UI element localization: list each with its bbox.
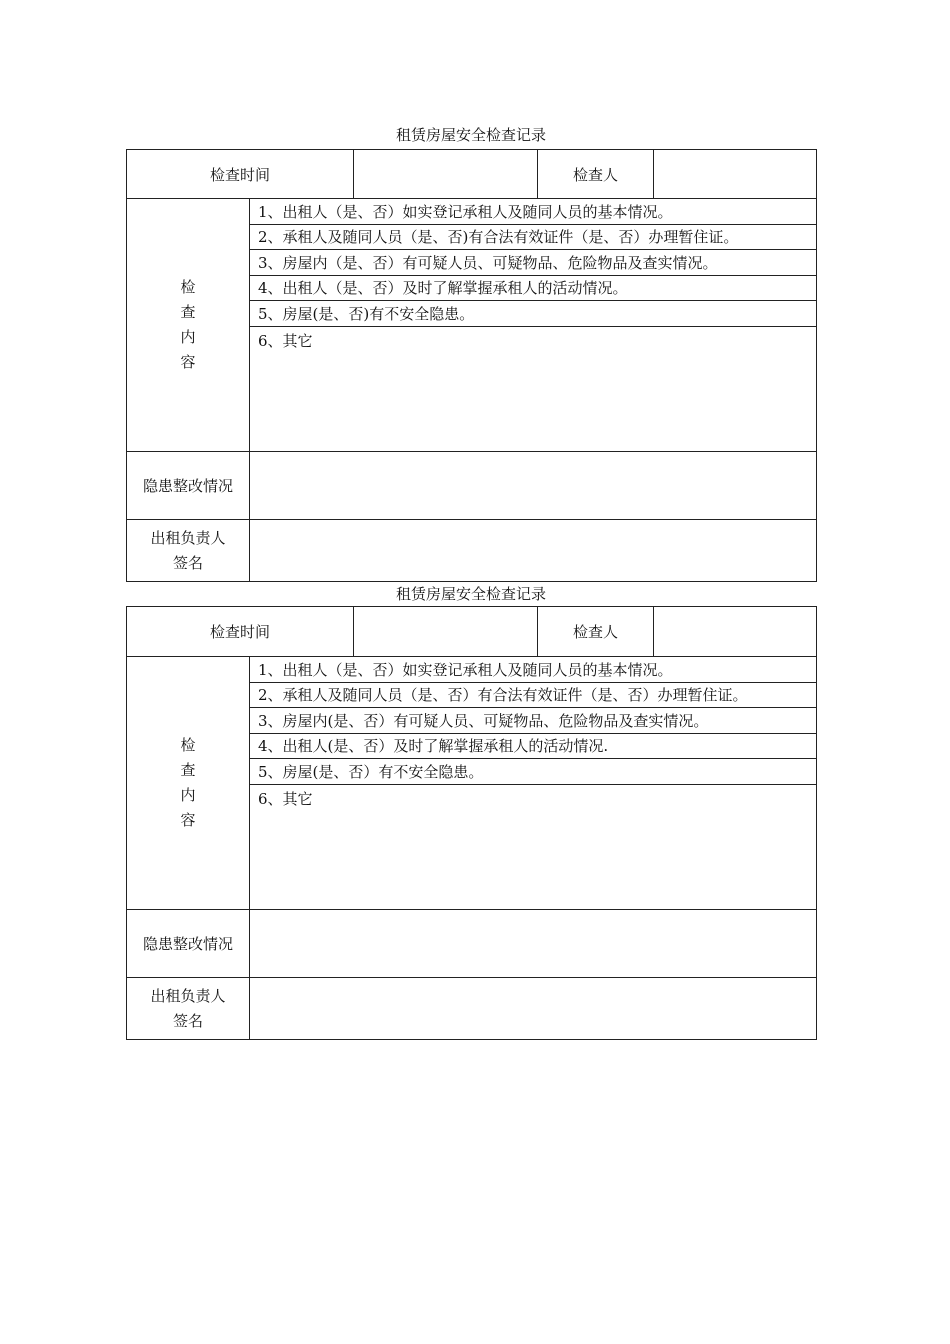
signature-label-cell (127, 520, 250, 582)
signature-label-line1: 出租负责人 (150, 528, 226, 547)
signature-label-line2: 签名 (172, 1011, 203, 1030)
other-field[interactable] (250, 327, 817, 452)
check-item-row (127, 199, 817, 225)
check-item-4: 4、出租人(是、否）及时了解掌握承租人的活动情况. (250, 734, 817, 759)
signature-label-line2: 签名 (172, 553, 203, 572)
inspector-label: 检查人 (538, 150, 654, 199)
header-row (127, 150, 817, 199)
other-label: 6、其它 (258, 790, 313, 808)
inspection-table (126, 149, 817, 582)
other-label: 6、其它 (258, 332, 313, 350)
inspection-time-label: 检查时间 (127, 150, 354, 199)
signature-label-line1: 出租负责人 (150, 986, 226, 1005)
signature-field[interactable] (250, 520, 817, 582)
check-item-3: 3、房屋内(是、否）有可疑人员、可疑物品、危险物品及查实情况。 (250, 708, 817, 734)
content-label: 检查内容 (180, 736, 196, 829)
form-title: 租赁房屋安全检查记录 (395, 585, 546, 603)
signature-label-cell (127, 978, 250, 1040)
inspector-field[interactable] (654, 607, 817, 657)
rectification-field[interactable] (250, 452, 817, 520)
check-item-4: 4、出租人（是、否）及时了解掌握承租人的活动情况。 (250, 276, 817, 301)
rectification-row (127, 452, 817, 520)
inspector-field[interactable] (654, 150, 817, 199)
rectification-label: 隐患整改情况 (127, 452, 250, 520)
signature-row (127, 520, 817, 582)
rectification-label: 隐患整改情况 (127, 910, 250, 978)
form-title: 租赁房屋安全检查记录 (395, 126, 546, 144)
check-item-5: 5、房屋(是、否)有不安全隐患。 (250, 301, 817, 327)
check-item-2: 2、承租人及随同人员（是、否)有合法有效证件（是、否）办理暂住证。 (250, 225, 817, 250)
rectification-field[interactable] (250, 910, 817, 978)
content-label-cell (127, 199, 250, 452)
content-label: 检查内容 (180, 278, 196, 371)
other-field[interactable] (250, 785, 817, 910)
inspector-label: 检查人 (538, 607, 654, 657)
check-item-2: 2、承租人及随同人员（是、否）有合法有效证件（是、否）办理暂住证。 (250, 683, 817, 708)
header-row (127, 607, 817, 657)
rectification-row (127, 910, 817, 978)
inspection-table (126, 606, 817, 1040)
signature-field[interactable] (250, 978, 817, 1040)
signature-row (127, 978, 817, 1040)
check-item-3: 3、房屋内（是、否）有可疑人员、可疑物品、危险物品及查实情况。 (250, 250, 817, 276)
content-label-cell (127, 657, 250, 910)
check-item-1: 1、出租人（是、否）如实登记承租人及随同人员的基本情况。 (250, 657, 817, 683)
check-item-row (127, 657, 817, 683)
check-item-1: 1、出租人（是、否）如实登记承租人及随同人员的基本情况。 (250, 199, 817, 225)
check-item-5: 5、房屋(是、否）有不安全隐患。 (250, 759, 817, 785)
inspection-time-field[interactable] (354, 607, 538, 657)
inspection-time-label: 检查时间 (127, 607, 354, 657)
inspection-time-field[interactable] (354, 150, 538, 199)
